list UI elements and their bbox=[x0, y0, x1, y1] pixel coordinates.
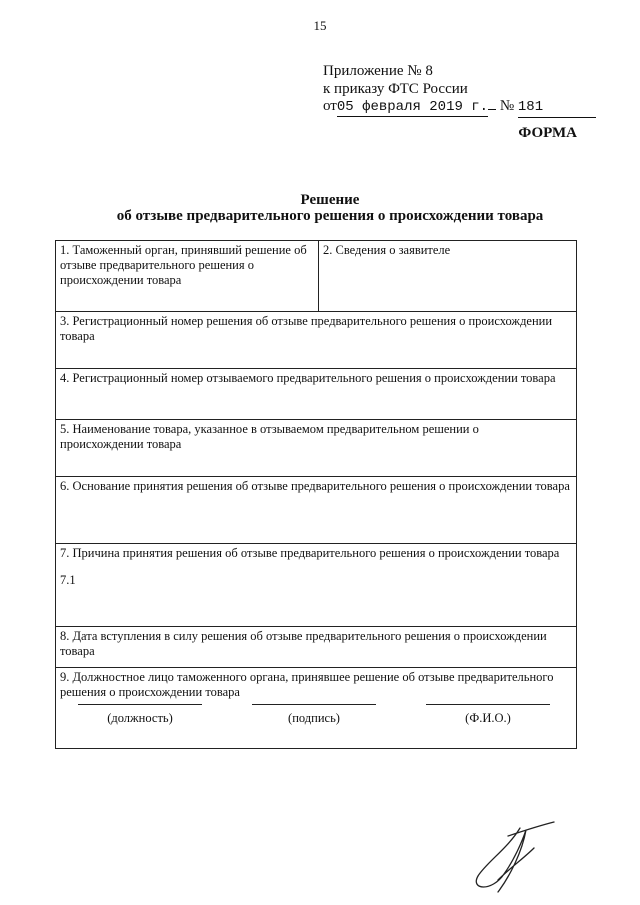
handwritten-signature-icon bbox=[468, 818, 563, 903]
field-8-label: 8. Дата вступления в силу решения об отзыве предварительного решения о происхождении товара bbox=[60, 629, 547, 658]
form-row-4 bbox=[56, 369, 577, 420]
field-1-label: 1. Таможенный орган, принявший решение об отзыве предварительного решения о происхождении товара bbox=[60, 243, 307, 287]
field-effective-date bbox=[56, 627, 577, 668]
forma-label: ФОРМА bbox=[518, 125, 577, 141]
field-3-label: 3. Регистрационный номер решения об отзыве предварительного решения о происхождении товара bbox=[60, 314, 553, 343]
field-9-label: 9. Должностное лицо таможенного органа, принявшее решение об отзыве предварительного решения о происхождении товара bbox=[60, 670, 554, 699]
name-caption: (Ф.И.О.) bbox=[426, 704, 550, 726]
signature-caption: (подпись) bbox=[252, 704, 376, 726]
field-goods-name bbox=[56, 420, 577, 477]
field-2-label: 2. Сведения о заявителе bbox=[323, 243, 451, 257]
field-5-label: 5. Наименование товара, указанное в отзываемом предварительном решении о происхождении товара bbox=[60, 422, 479, 451]
field-6-label: 6. Основание принятия решения об отзыве предварительного решения о происхождении товара bbox=[60, 479, 570, 493]
doc-subtitle: об отзыве предварительного решения о происхождении товара bbox=[116, 208, 544, 224]
decision-form-table bbox=[55, 240, 577, 749]
field-revocation-reg-number bbox=[56, 312, 577, 369]
field-revocation-reason bbox=[56, 544, 577, 627]
field-revocation-basis bbox=[56, 477, 577, 544]
field-4-label: 4. Регистрационный номер отзываемого предварительного решения о происхождении товара bbox=[60, 371, 556, 385]
number-label: № bbox=[499, 98, 515, 114]
field-7-1-label: 7.1 bbox=[60, 573, 76, 587]
appendix-title: Приложение № 8 bbox=[323, 63, 433, 79]
appendix-order-ref: к приказу ФТС России bbox=[323, 81, 468, 97]
page-number: 15 bbox=[313, 18, 327, 33]
appendix-date-number bbox=[323, 97, 596, 118]
form-row-5 bbox=[56, 420, 577, 477]
field-customs-authority bbox=[56, 241, 319, 312]
form-row-6 bbox=[56, 477, 577, 544]
form-row-3 bbox=[56, 312, 577, 369]
position-caption: (должность) bbox=[78, 704, 202, 726]
field-applicant-info bbox=[319, 241, 577, 312]
form-row-9 bbox=[56, 668, 577, 749]
doc-title: Решение bbox=[300, 192, 360, 208]
field-official bbox=[56, 668, 577, 749]
form-row-1-2 bbox=[56, 241, 577, 312]
signature-block bbox=[60, 700, 572, 744]
form-row-8 bbox=[56, 627, 577, 668]
form-row-7 bbox=[56, 544, 577, 627]
field-revoked-decision-number bbox=[56, 369, 577, 420]
field-7-label: 7. Причина принятия решения об отзыве предварительного решения о происхождении товара bbox=[60, 546, 560, 560]
date-value: 05 февраля 2019 г. bbox=[336, 99, 489, 115]
date-prefix: от bbox=[323, 98, 337, 114]
number-value: 181 bbox=[518, 98, 596, 118]
